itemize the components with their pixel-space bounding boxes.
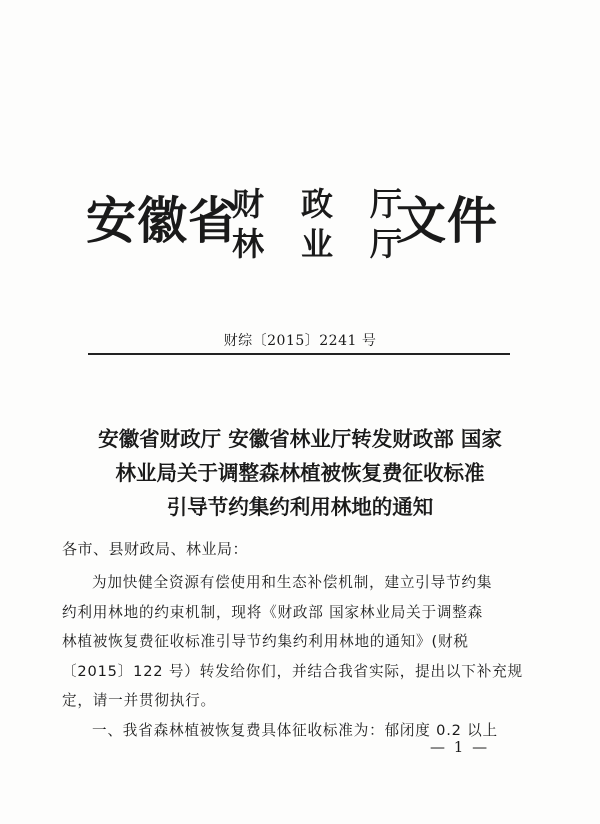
body-line: 〔2015〕122 号）转发给你们，并结合我省实际，提出以下补充规 xyxy=(62,662,523,680)
issuer-char: 业 xyxy=(300,225,333,263)
header-divider xyxy=(88,353,510,355)
document-label: 文件 xyxy=(396,191,498,250)
issuer-department-forestry xyxy=(232,225,402,268)
body-line: 定，请一并贯彻执行。 xyxy=(62,692,216,709)
issuer-department-finance xyxy=(232,185,402,228)
title-line: 林业局关于调整森林植被恢复费征收标准 xyxy=(115,461,485,485)
body-line: 林植被恢复费征收标准引导节约集约利用林地的通知》(财税 xyxy=(62,633,469,650)
body-line: 为加快健全资源有偿使用和生态补偿机制，建立引导节约集 xyxy=(92,574,493,591)
issuer-char: 林 xyxy=(232,225,265,263)
title-line: 安徽省财政厅 安徽省林业厅转发财政部 国家 xyxy=(98,427,502,451)
issuer-province: 安徽省 xyxy=(86,191,239,250)
document-number: 财综〔2015〕2241 号 xyxy=(223,333,377,349)
document-header xyxy=(86,180,506,280)
issuer-char: 厅 xyxy=(369,225,402,263)
body-line: 一、我省森林植被恢复费具体征收标准为：郁闭度 0.2 以上 xyxy=(92,721,498,739)
issuer-char: 财 xyxy=(232,185,265,223)
body-text xyxy=(62,568,540,745)
document-title xyxy=(60,422,540,524)
issuer-char: 政 xyxy=(300,185,333,223)
issuer-char: 厅 xyxy=(369,185,402,223)
body-line: 约利用林地的约束机制，现将《财政部 国家林业局关于调整森 xyxy=(62,603,484,621)
salutation: 各市、县财政局、林业局： xyxy=(62,540,249,558)
title-line: 引导节约集约利用林地的通知 xyxy=(166,495,434,519)
page-number: — 1 — xyxy=(430,738,490,756)
issuer-departments xyxy=(232,185,402,268)
